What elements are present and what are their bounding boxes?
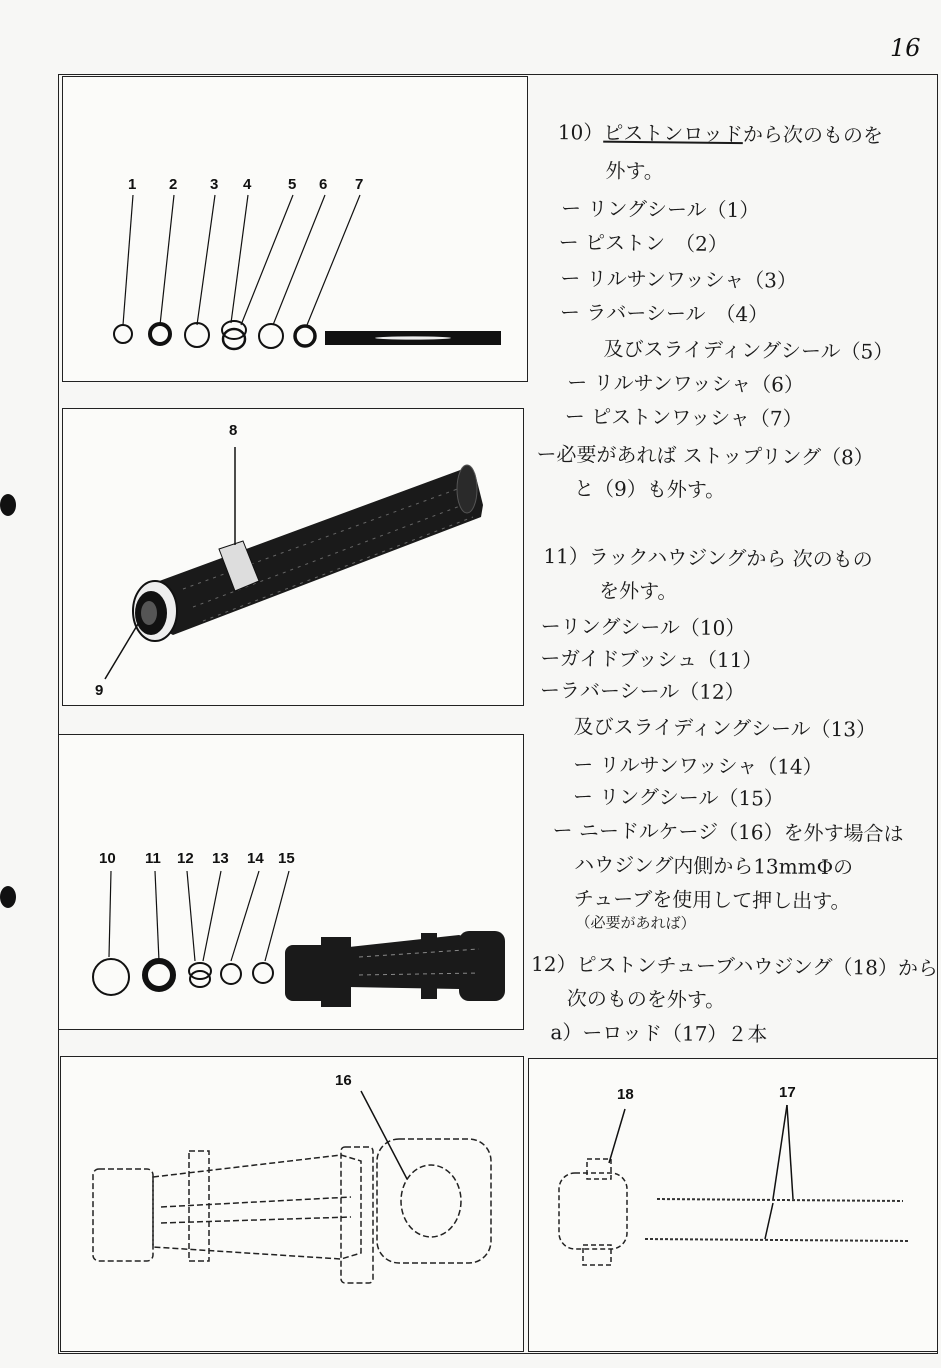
piston-rod-parts-drawing (63, 77, 527, 381)
callout-18: 18 (617, 1086, 634, 1103)
rack-housing-parts-drawing (59, 735, 523, 1029)
figure-rack-housing-tube (62, 408, 524, 706)
callout-10: 10 (99, 850, 116, 867)
step-11-item-3: ーラバーシール（12） (539, 677, 745, 705)
callout-14: 14 (247, 850, 264, 867)
needle-cage-drawing (61, 1057, 523, 1351)
callout-9: 9 (95, 682, 104, 699)
callout-16: 16 (335, 1072, 352, 1089)
callout-3: 3 (210, 176, 219, 193)
callout-8: 8 (229, 422, 238, 439)
step-10-item-2: ー ピストン （2） (558, 230, 728, 256)
step-10-item-4b: 及びスライディングシール（5） (603, 336, 894, 364)
step-11-heading-cont: を外す。 (598, 578, 678, 604)
piston-tube-housing-drawing (529, 1059, 937, 1351)
step-12-heading: 12）ピストンチューブハウジング（18）から (531, 951, 939, 981)
step-10-item-3: ー リルサンワッシャ（3） (560, 266, 798, 293)
step-12-heading-cont: 次のものを外す。 (566, 986, 726, 1012)
callout-5: 5 (288, 176, 297, 193)
step-10-item-6: ー ピストンワッシャ（7） (564, 404, 803, 431)
figure-piston-rod-parts (62, 76, 528, 382)
step-11-heading: 11）ラックハウジングから 次のもの (543, 544, 873, 572)
step-10-item-4: ー ラバーシール （4） (559, 300, 769, 327)
callout-2: 2 (169, 176, 178, 193)
callout-6: 6 (319, 176, 328, 193)
step-12-item-1: a）ーロッド（17）２本 (550, 1020, 768, 1047)
step-11-item-6c: チューブを使用して押し出す。 (573, 886, 851, 914)
figure-rack-housing-parts (58, 734, 524, 1030)
callout-17: 17 (779, 1084, 796, 1101)
step-11-item-6: ー ニードルケージ（16）を外す場合は (552, 818, 904, 846)
step-11-item-4: ー リルサンワッシャ（14） (573, 752, 823, 779)
callout-11: 11 (145, 850, 161, 867)
step-10-item-7b: と（9）も外す。 (573, 476, 726, 502)
step-11-item-1: ーリングシール（10） (540, 613, 746, 641)
step-10-heading: 10）ピストンロッドから次のものを (557, 120, 884, 148)
step-10-item-1: ー リングシール（1） (560, 196, 760, 223)
step-11-item-6b: ハウジング内側から13mmΦの (574, 852, 854, 880)
punch-hole-bottom (0, 886, 16, 908)
figure-needle-cage-housing (60, 1056, 524, 1352)
step-11-item-6d: （必要があれば） (575, 913, 696, 933)
step-11-item-3b: 及びスライディングシール（13） (573, 714, 877, 742)
callout-12: 12 (177, 850, 194, 867)
rack-housing-drawing (63, 409, 523, 705)
callout-4: 4 (243, 176, 252, 193)
punch-hole-top (0, 494, 16, 516)
callout-7: 7 (355, 176, 364, 193)
callout-1: 1 (128, 176, 137, 193)
step-11-item-5: ー リングシール（15） (572, 784, 785, 811)
figure-piston-tube-housing (528, 1058, 938, 1352)
page-number: 16 (890, 34, 921, 62)
step-10-item-5: ー リルサンワッシャ（6） (567, 370, 805, 397)
step-10-item-7: ー必要があれば ストップリング（8） (536, 441, 874, 470)
callout-15: 15 (278, 850, 295, 867)
step-10-heading-cont: 外す。 (605, 158, 664, 184)
step-11-item-2: ーガイドブッシュ（11） (540, 645, 763, 673)
callout-13: 13 (212, 850, 229, 867)
